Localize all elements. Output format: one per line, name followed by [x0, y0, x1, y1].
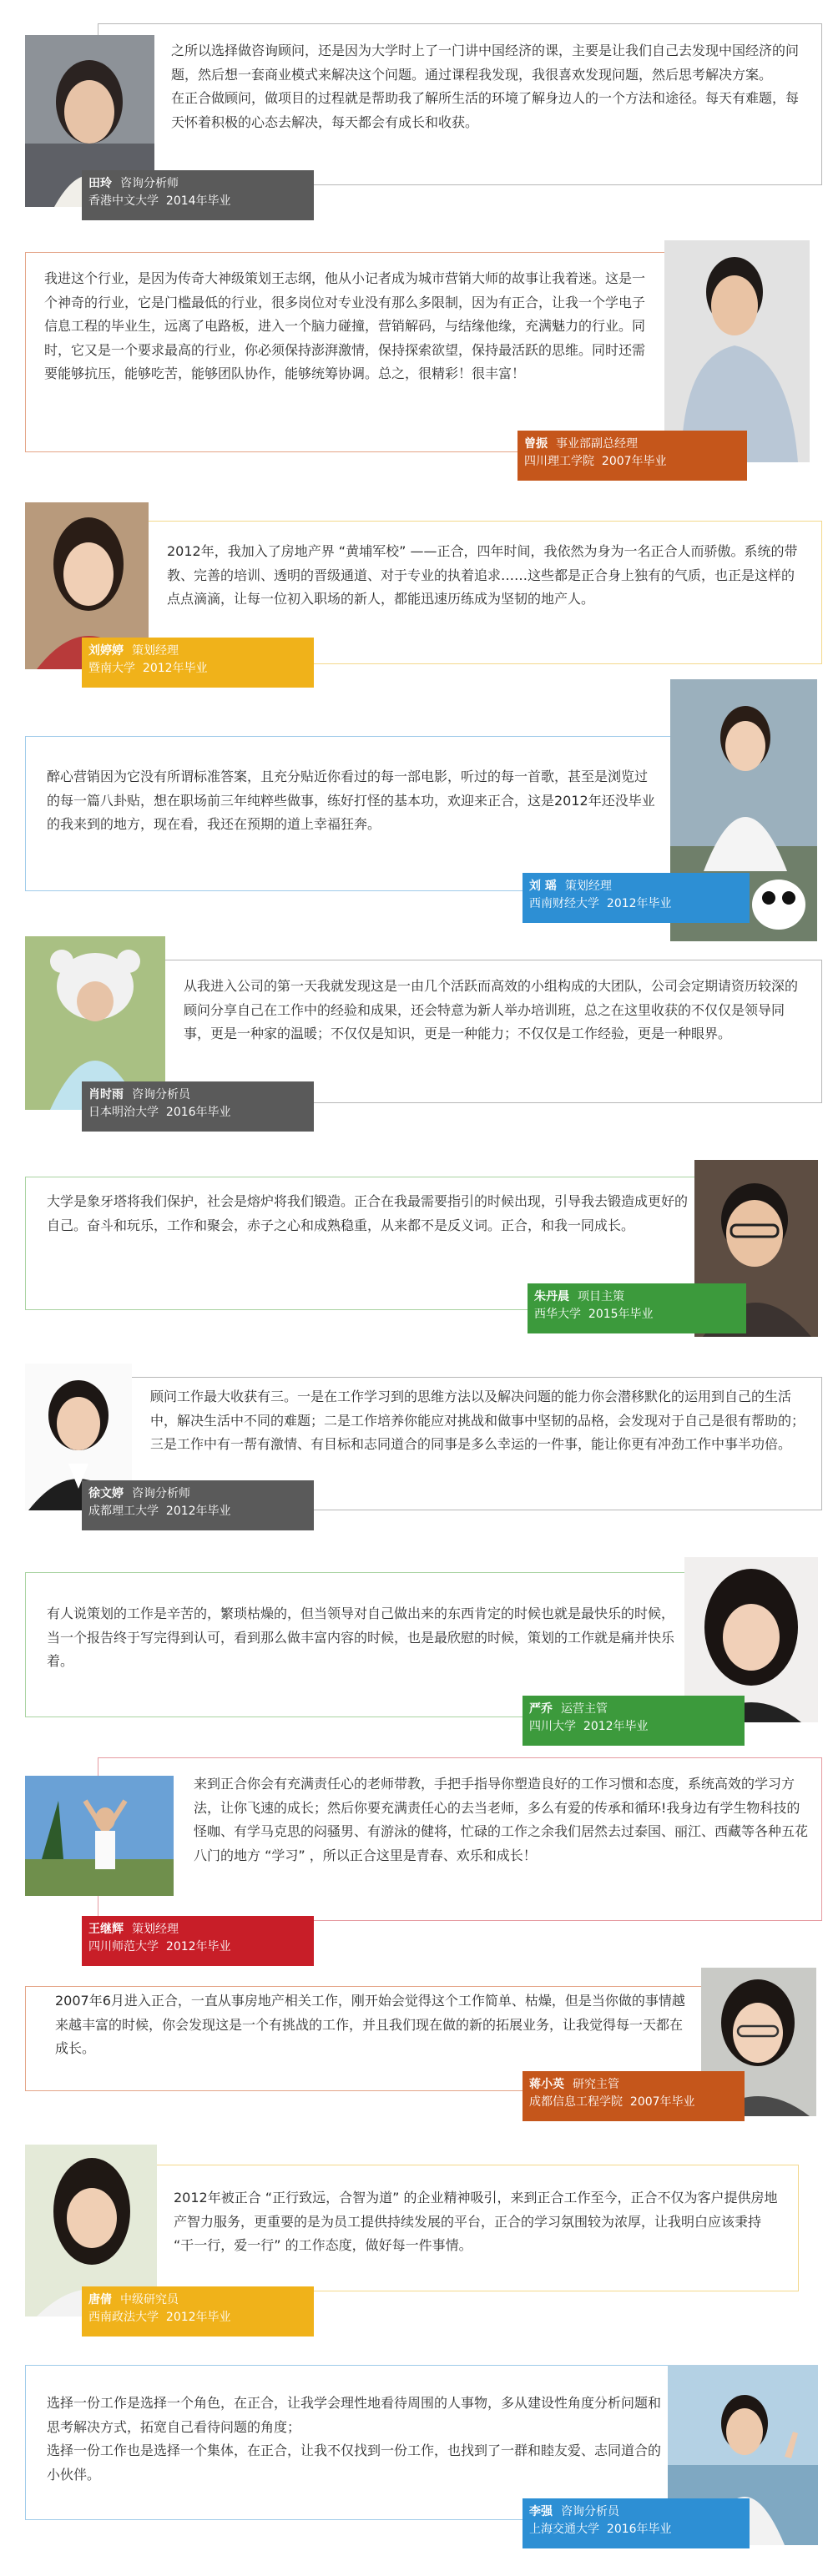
portrait-photo: [664, 240, 810, 462]
person-title: 运营主管: [561, 1702, 608, 1716]
testimonial-text: [44, 267, 655, 386]
testimonial-paragraph: 来到正合你会有充满责任心的老师带教，手把手指导你塑造良好的工作习惯和态度，系统高效的学习方法，让你飞速的成长；然后你要充满责任心的去当老师，多么有爱的传承和循环!我身边有学生物科技的怪咖、有学马克思的闷骚男、有游泳的健将，忙碌的工作之余我们居然去过泰国、丽江、西藏等各种五花八门的地方 “学习” ，所以正合这里是青春、欢乐和成长！: [194, 1776, 809, 1863]
person-school: 西南财经大学: [529, 897, 599, 910]
person-school: 香港中文大学: [88, 194, 159, 208]
testimonial-text: [167, 540, 806, 612]
testimonial-paragraph: 2012年，我加入了房地产界 “黄埔军校” ——正合，四年时间，我依然为身为一名正合人而骄傲。系统的带教、完善的培训、透明的晋级通道、对于专业的执着追求……这些都是正合身上独有的气质，也正是这样的点点滴滴，让每一位初入职场的新人，都能迅速历练成为坚韧的地产人。: [167, 543, 798, 607]
person-title: 策划经理: [132, 644, 179, 658]
person-school: 西南政法大学: [88, 2311, 159, 2324]
person-label: [82, 1480, 314, 1530]
testimonial-paragraph: 2007年6月进入正合，一直从事房地产相关工作，刚开始会觉得这个工作简单、枯燥，但是当你做的事情越来越丰富的时候，你会发现这是一个有挑战的工作，并且我们现在做的新的拓展业务，让我觉得每一天都在成长。: [55, 1993, 685, 2056]
person-school: 暨南大学: [88, 662, 135, 675]
person-label: [523, 2498, 750, 2548]
testimonial-paragraph: 顾问工作最大收获有三。一是在工作学习到的思维方法以及解决问题的能力你会潜移默化的运用到自己的生活中，解决生活中不同的难题；二是工作培养你能应对挑战和做事中坚韧的品格，会发现对于自己是很有帮助的；三是工作中有一帮有激情、有目标和志同道合的同事是多么幸运的一件事，能让你更有冲劲工作中事半功倍。: [150, 1389, 805, 1452]
testimonial-paragraph: 大学是象牙塔将我们保护，社会是熔炉将我们锻造。正合在我最需要指引的时候出现，引导我去锻造成更好的自己。奋斗和玩乐，工作和聚会，赤子之心和成熟稳重，从来都不是反义词。正合，和我一同成长。: [47, 1193, 689, 1233]
person-label: [82, 1081, 314, 1132]
testimonial-paragraph: 在正合做顾问，做项目的过程就是帮助我了解所生活的环境了解身边人的一个方法和途径。每天有难题，每天怀着积极的心态去解决，每天都会有成长和收获。: [171, 90, 800, 130]
person-title: 策划经理: [564, 880, 612, 893]
person-year: 2012年毕业: [165, 1505, 231, 1518]
person-year: 2016年毕业: [165, 1106, 231, 1119]
testimonial-paragraph: 选择一份工作是选择一个角色，在正合，让我学会理性地看待周围的人事物，多从建设性角度分析问题和思考解决方式，拓宽自己看待问题的角度；: [47, 2395, 662, 2435]
person-label: [82, 2286, 314, 2337]
testimonial-paragraph: 之所以选择做咨询顾问，还是因为大学时上了一门讲中国经济的课，主要是让我们自己去发现中国经济的问题，然后想一套商业模式来解决这个问题。通过课程我发现，我很喜欢发现问题，然后思考解决方案。: [171, 43, 800, 83]
person-name: 刘婷婷: [88, 644, 124, 658]
person-year: 2007年毕业: [601, 455, 667, 468]
person-title: 事业部副总经理: [556, 437, 638, 451]
person-year: 2012年毕业: [165, 1940, 231, 1953]
person-year: 2007年毕业: [629, 2095, 695, 2109]
person-school: 成都信息工程学院: [529, 2095, 623, 2109]
person-label: [523, 1696, 745, 1746]
person-label: [82, 170, 314, 220]
person-label: [523, 873, 750, 923]
person-label: [523, 2071, 745, 2121]
person-year: 2015年毕业: [588, 1308, 654, 1321]
testimonial-text: [184, 975, 806, 1046]
person-name: 曾振: [524, 437, 548, 451]
person-year: 2012年毕业: [583, 1720, 649, 1733]
testimonial-paragraph: 从我进入公司的第一天我就发现这是一由几个活跃而高效的小组构成的大团队，公司会定期请资历较深的顾问分享自己在工作中的经验和成果，还会特意为新人举办培训班，总之在这里收获的不仅仅是领导同事，更是一种家的温暖；不仅仅是知识，更是一种能力；不仅仅是工作经验，更是一种眼界。: [184, 978, 799, 1041]
testimonial-text: [194, 1772, 808, 1868]
testimonial-text: [150, 1385, 810, 1457]
person-name: 朱丹晨: [534, 1290, 569, 1303]
testimonial-text: [47, 1190, 689, 1238]
testimonial-text: [55, 1989, 691, 2061]
person-title: 咨询分析师: [120, 177, 179, 190]
testimonial-text: [47, 1602, 674, 1674]
person-year: 2012年毕业: [606, 897, 672, 910]
portrait-photo: [25, 1776, 174, 1896]
person-year: 2012年毕业: [165, 2311, 231, 2324]
person-title: 项目主策: [578, 1290, 624, 1303]
person-name: 田玲: [88, 177, 112, 190]
person-year: 2012年毕业: [142, 662, 208, 675]
testimonial-paragraph: 醉心营销因为它没有所谓标准答案，且充分贴近你看过的每一部电影，听过的每一首歌，甚至是浏览过的每一篇八卦贴，想在职场前三年纯粹些做事，练好打怪的基本功，欢迎来正合，这是2012年还没毕业的我来到的地方，现在看，我还在预期的道上幸福狂奔。: [47, 769, 655, 832]
person-name: 唐倩: [88, 2293, 112, 2306]
person-title: 中级研究员: [120, 2293, 179, 2306]
person-school: 上海交通大学: [529, 2523, 599, 2536]
person-year: 2016年毕业: [606, 2523, 672, 2536]
person-title: 咨询分析员: [132, 1088, 190, 1101]
person-school: 四川大学: [529, 1720, 576, 1733]
person-year: 2014年毕业: [165, 194, 231, 208]
person-school: 成都理工大学: [88, 1505, 159, 1518]
person-title: 咨询分析师: [132, 1487, 190, 1500]
person-label: [82, 1916, 314, 1966]
person-title: 策划经理: [132, 1923, 179, 1936]
person-label: [528, 1283, 746, 1333]
testimonial-text: [47, 765, 656, 837]
testimonial-text: [174, 2186, 783, 2258]
person-name: 严乔: [529, 1702, 553, 1716]
person-name: 蒋小英: [529, 2078, 564, 2091]
person-name: 肖时雨: [88, 1088, 124, 1101]
person-title: 咨询分析员: [561, 2505, 619, 2518]
testimonial-text: [47, 2392, 664, 2487]
person-title: 研究主管: [573, 2078, 619, 2091]
testimonial-text: [171, 39, 807, 134]
person-name: 王继辉: [88, 1923, 124, 1936]
testimonial-paragraph: 我进这个行业，是因为传奇大神级策划王志纲，他从小记者成为城市营销大师的故事让我着迷。这是一个神奇的行业，它是门槛最低的行业，很多岗位对专业没有那么多限制，因为有正合，让我一个学电子信息工程的毕业生，远离了电路板，进入一个脑力碰撞，营销解码，与结缘他缘，充满魅力的行业。同时，它又是一个要求最高的行业，你必须保持澎湃激情，保持探索欲望，保持最活跃的思维。同时还需要能够抗压，能够吃苦，能够团队协作，能够统筹协调。总之，很精彩！很丰富！: [44, 270, 646, 381]
testimonial-paragraph: 选择一份工作也是选择一个集体，在正合，让我不仅找到一份工作，也找到了一群和睦友爱、志同道合的小伙伴。: [47, 2442, 662, 2483]
testimonial-paragraph: 2012年被正合 “正行致远，合智为道” 的企业精神吸引，来到正合工作至今，正合不仅为客户提供房地产智力服务，更重要的是为员工提供持续发展的平台，正合的学习氛围较为浓厚，让我明白应该秉持 “干一行，爱一行” 的工作态度，做好每一件事情。: [174, 2190, 778, 2253]
testimonial-paragraph: 有人说策划的工作是辛苦的，繁琐枯燥的，但当领导对自己做出来的东西肯定的时候也就是最快乐的时候，当一个报告终于写完得到认可，看到那么做丰富内容的时候，也是最欣慰的时候，策划的工作就是痛并快乐着。: [47, 1606, 675, 1669]
person-label: [517, 431, 747, 481]
person-school: 四川师范大学: [88, 1940, 159, 1953]
person-name: 李强: [529, 2505, 553, 2518]
person-school: 日本明治大学: [88, 1106, 159, 1119]
person-label: [82, 638, 314, 688]
person-name: 徐文婷: [88, 1487, 124, 1500]
person-name: 刘 瑶: [529, 880, 557, 893]
testimonial-card-1: [0, 0, 833, 208]
person-school: 西华大学: [534, 1308, 581, 1321]
person-school: 四川理工学院: [524, 455, 594, 468]
